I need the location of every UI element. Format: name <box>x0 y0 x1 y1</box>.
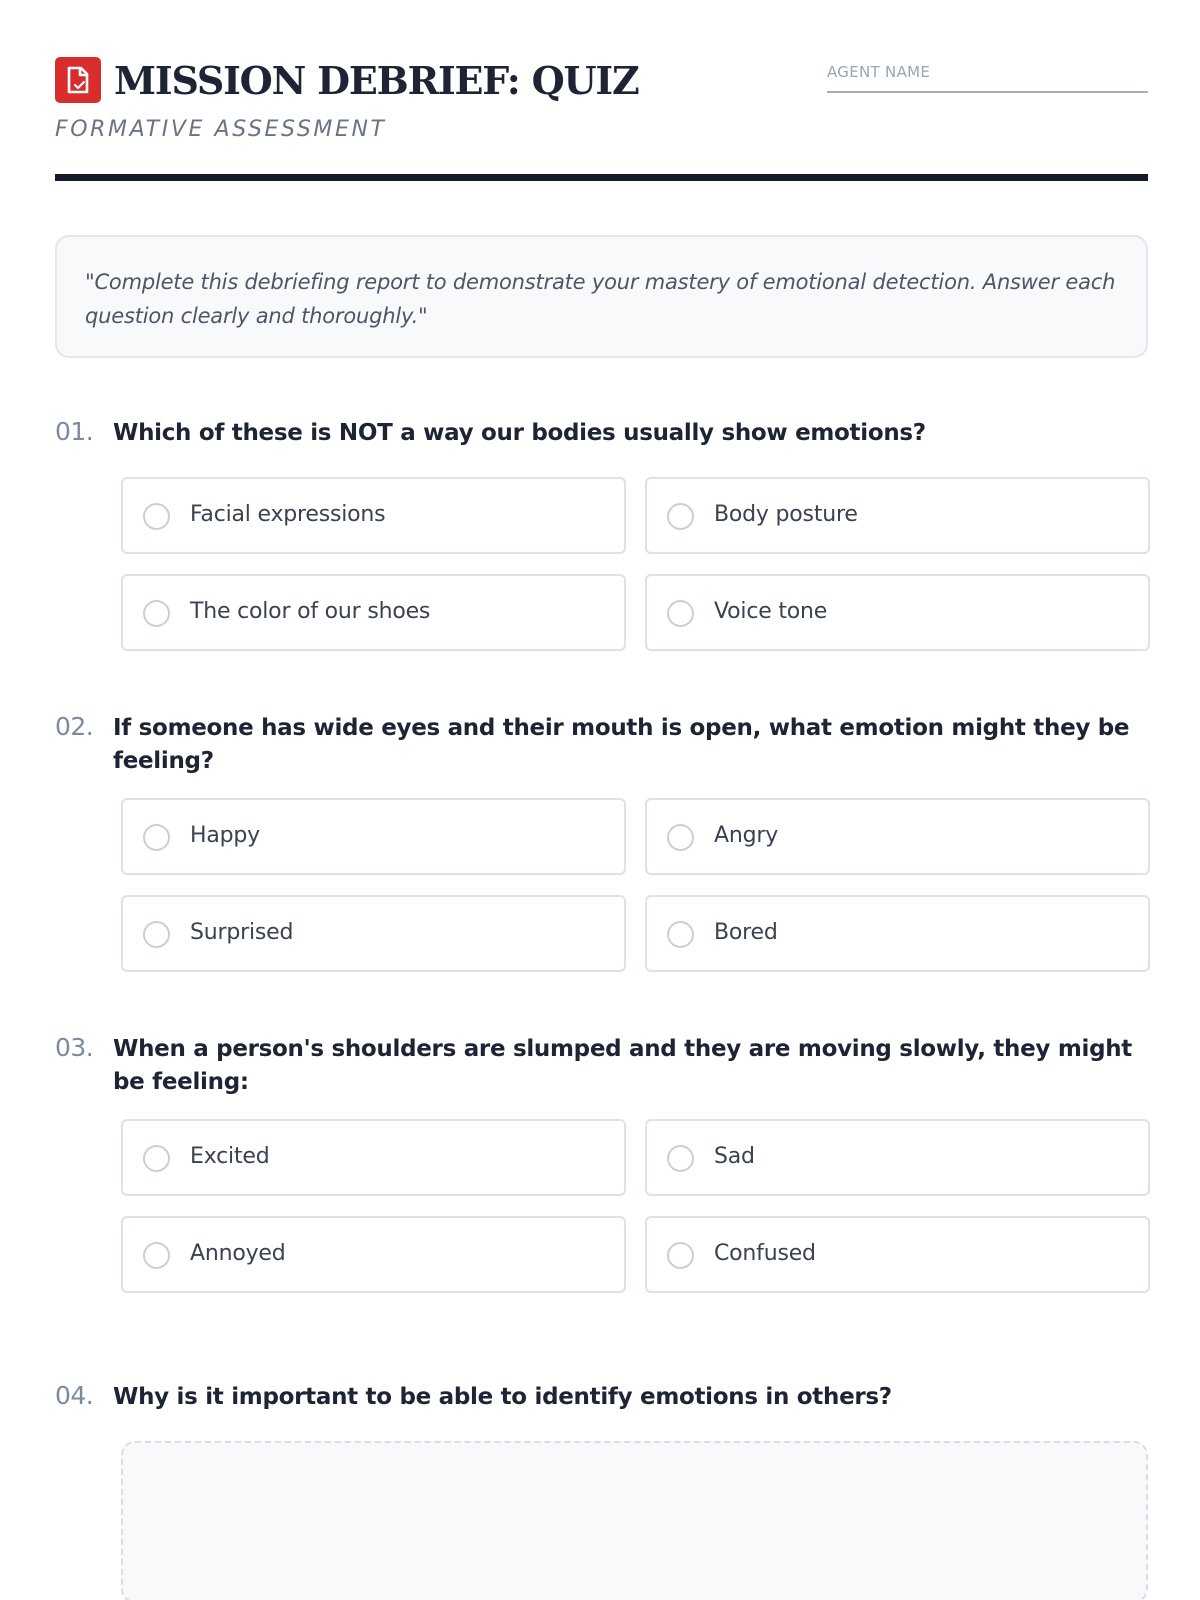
option-annoyed[interactable] <box>121 1216 626 1293</box>
question-number: 04. <box>55 1381 94 1410</box>
option-label: The color of our shoes <box>190 599 431 624</box>
question-number: 03. <box>55 1033 94 1062</box>
header-divider <box>55 174 1148 181</box>
radio-button[interactable] <box>667 921 694 948</box>
option-excited[interactable] <box>121 1119 626 1196</box>
option-label: Bored <box>714 920 778 945</box>
radio-button[interactable] <box>143 824 170 851</box>
answer-textarea[interactable] <box>121 1441 1148 1600</box>
question-text: If someone has wide eyes and their mouth is open, what emotion might they be feeling? <box>113 715 1130 774</box>
document-check-glyph <box>66 66 90 94</box>
question-number: 01. <box>55 417 94 446</box>
option-label: Confused <box>714 1241 816 1266</box>
option-label: Surprised <box>190 920 294 945</box>
option-confused[interactable] <box>645 1216 1150 1293</box>
radio-button[interactable] <box>667 503 694 530</box>
option-label: Sad <box>714 1144 755 1169</box>
radio-button[interactable] <box>667 824 694 851</box>
radio-button[interactable] <box>143 921 170 948</box>
quiz-header <box>55 57 1148 181</box>
radio-button[interactable] <box>143 503 170 530</box>
question-number: 02. <box>55 712 94 741</box>
radio-button[interactable] <box>667 600 694 627</box>
page-title: MISSION DEBRIEF: QUIZ <box>114 58 639 103</box>
option-color-of-shoes[interactable] <box>121 574 626 651</box>
question-text: When a person's shoulders are slumped and they are moving slowly, they might be feeling: <box>113 1036 1133 1095</box>
question-text: Why is it important to be able to identify emotions in others? <box>113 1384 892 1410</box>
option-sad[interactable] <box>645 1119 1150 1196</box>
agent-name-field[interactable] <box>827 63 1148 93</box>
option-facial-expressions[interactable] <box>121 477 626 554</box>
agent-name-label: AGENT NAME <box>827 63 931 81</box>
radio-button[interactable] <box>143 1145 170 1172</box>
radio-button[interactable] <box>667 1145 694 1172</box>
radio-button[interactable] <box>143 600 170 627</box>
document-check-icon <box>55 57 101 103</box>
option-label: Body posture <box>714 502 858 527</box>
option-label: Annoyed <box>190 1241 286 1266</box>
radio-button[interactable] <box>143 1242 170 1269</box>
option-voice-tone[interactable] <box>645 574 1150 651</box>
option-label: Facial expressions <box>190 502 386 527</box>
option-surprised[interactable] <box>121 895 626 972</box>
option-happy[interactable] <box>121 798 626 875</box>
option-label: Angry <box>714 823 779 848</box>
question-text: Which of these is NOT a way our bodies usually show emotions? <box>113 420 926 446</box>
radio-button[interactable] <box>667 1242 694 1269</box>
option-label: Excited <box>190 1144 270 1169</box>
quiz-page <box>55 0 1148 1600</box>
intro-note: "Complete this debriefing report to demonstrate your mastery of emotional detection. Answer each question clearly and thoroughly." <box>55 235 1148 358</box>
option-label: Happy <box>190 823 260 848</box>
option-bored[interactable] <box>645 895 1150 972</box>
page-subtitle: FORMATIVE ASSESSMENT <box>55 117 387 142</box>
option-label: Voice tone <box>714 599 828 624</box>
option-angry[interactable] <box>645 798 1150 875</box>
option-body-posture[interactable] <box>645 477 1150 554</box>
